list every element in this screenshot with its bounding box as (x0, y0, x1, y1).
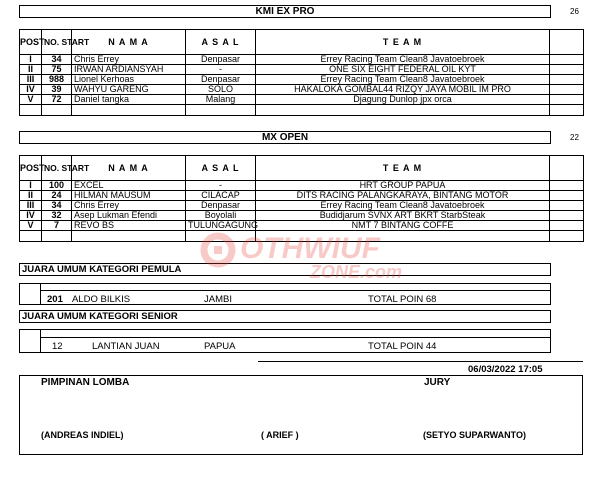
no-cell: 24 (42, 191, 72, 201)
extra-cell (550, 85, 584, 95)
pos-cell: I (20, 181, 42, 191)
pos-cell: V (20, 95, 42, 105)
no-cell: 39 (42, 85, 72, 95)
kmi-title: KMI EX PRO (19, 5, 551, 18)
table-row (20, 55, 584, 65)
nama-cell: EXCEL (72, 181, 186, 191)
watermark-text-main: OTHWIUF (240, 232, 380, 265)
nama-cell: Daniel tangka (72, 95, 186, 105)
pos-cell: III (20, 201, 42, 211)
extra-cell (550, 55, 584, 65)
asal-cell: - (186, 65, 256, 75)
team-cell: Djagung Dunlop jpx orca (256, 95, 550, 105)
extra-cell (550, 201, 584, 211)
senior-poin: TOTAL POIN 44 (368, 341, 437, 352)
extra-cell (550, 75, 584, 85)
pos-cell: V (20, 221, 42, 231)
asal-header: A S A L (186, 30, 256, 55)
table-row (20, 191, 584, 201)
senior-asal: PAPUA (204, 341, 236, 352)
table-row (20, 85, 584, 95)
timestamp-rule (258, 361, 583, 362)
pemula-asal: JAMBI (204, 294, 232, 305)
watermark-logo (200, 222, 415, 284)
timestamp: 06/03/2022 17:05 (468, 364, 543, 375)
no-cell: 34 (42, 55, 72, 65)
kmi-header-row (20, 30, 584, 55)
nama-cell: WAHYU GARENG (72, 85, 186, 95)
pos-header: POST (20, 30, 42, 55)
pos-cell: III (20, 75, 42, 85)
no-cell: 75 (42, 65, 72, 75)
jury1-name: ( ARIEF ) (261, 430, 299, 440)
asal-cell: TULUNGAGUNG (186, 221, 256, 231)
no-cell: 100 (42, 181, 72, 191)
pos-cell: IV (20, 211, 42, 221)
table-row (20, 65, 584, 75)
kmi-page-number: 26 (570, 7, 579, 16)
no-cell: 72 (42, 95, 72, 105)
pemula-divider (40, 283, 41, 305)
asal-header: A S A L (186, 156, 256, 181)
asal-cell: SOLO (186, 85, 256, 95)
senior-name: LANTIAN JUAN (92, 341, 160, 352)
pimpinan-name: (ANDREAS INDIEL) (41, 430, 124, 440)
no-cell: 34 (42, 201, 72, 211)
nama-cell: HILMAN MAUSUM (72, 191, 186, 201)
extra-cell (550, 65, 584, 75)
team-cell: HRT GROUP PAPUA (256, 181, 550, 191)
jury2-name: (SETYO SUPARWANTO) (423, 430, 527, 440)
nama-header: N A M A (72, 156, 186, 181)
nama-cell: Lionel Kerhoas (72, 75, 186, 85)
watermark-text-sub: ZONE.com (310, 262, 403, 282)
pemula-inner-line (40, 290, 551, 291)
table-row (20, 95, 584, 105)
no-start-header: NO. START (42, 156, 72, 181)
pimpinan-label: PIMPINAN LOMBA (41, 377, 130, 388)
pos-cell: II (20, 65, 42, 75)
kmi-results-table (19, 29, 584, 116)
team-header: T E A M (256, 156, 550, 181)
watermark-dot (214, 246, 222, 254)
asal-cell: - (186, 181, 256, 191)
team-cell: HAKALOKA GOMBAL44 RIZQY JAYA MOBIL IM PRO (256, 85, 550, 95)
table-row (20, 75, 584, 85)
extra-header (550, 30, 584, 55)
nama-cell: REVO BS (72, 221, 186, 231)
senior-inner-line (40, 337, 551, 338)
extra-cell (550, 221, 584, 231)
team-header: T E A M (256, 30, 550, 55)
team-cell: NMT 7 BINTANG COFFE (256, 221, 550, 231)
pos-cell: IV (20, 85, 42, 95)
pemula-name: ALDO BILKIS (72, 294, 131, 305)
no-cell: 988 (42, 75, 72, 85)
nama-cell: Chris Errey (72, 55, 186, 65)
extra-cell (550, 95, 584, 105)
asal-cell: Denpasar (186, 201, 256, 211)
senior-title: JUARA UMUM KATEGORI SENIOR (19, 310, 551, 323)
mx-header-row (20, 156, 584, 181)
no-start-header: NO. START (42, 30, 72, 55)
pos-cell: II (20, 191, 42, 201)
asal-cell: Boyolali (186, 211, 256, 221)
asal-cell: CILACAP (186, 191, 256, 201)
senior-number: 12 (52, 341, 63, 352)
pemula-number: 201 (47, 294, 63, 305)
extra-header (550, 156, 584, 181)
nama-header: N A M A (72, 30, 186, 55)
senior-divider (40, 329, 41, 353)
mx-page-number: 22 (570, 133, 579, 142)
table-row (20, 201, 584, 211)
team-cell: ONE SIX EIGHT FEDERAL OIL KYT (256, 65, 550, 75)
asal-cell: Denpasar (186, 75, 256, 85)
nama-cell: IRWAN ARDIANSYAH (72, 65, 186, 75)
team-cell: Budidjarum SVNX ART BKRT StarbSteak (256, 211, 550, 221)
pos-header: POST (20, 156, 42, 181)
no-cell: 7 (42, 221, 72, 231)
nama-cell: Asep Lukman Efendi (72, 211, 186, 221)
team-cell: Errey Racing Team Clean8 Javatoebroek (256, 201, 550, 211)
mx-title: MX OPEN (19, 131, 551, 144)
extra-cell (550, 191, 584, 201)
pemula-title: JUARA UMUM KATEGORI PEMULA (19, 263, 551, 276)
extra-cell (550, 181, 584, 191)
table-row (20, 181, 584, 191)
pos-cell: I (20, 55, 42, 65)
no-cell: 32 (42, 211, 72, 221)
asal-cell: Malang (186, 95, 256, 105)
blank-row (20, 105, 584, 116)
nama-cell: Chris Errey (72, 201, 186, 211)
pemula-poin: TOTAL POIN 68 (368, 294, 437, 305)
extra-cell (550, 211, 584, 221)
table-row (20, 211, 584, 221)
jury-label: JURY (424, 377, 451, 388)
asal-cell: Denpasar (186, 55, 256, 65)
team-cell: Errey Racing Team Clean8 Javatoebroek (256, 55, 550, 65)
team-cell: Errey Racing Team Clean8 Javatoebroek (256, 75, 550, 85)
team-cell: DITS RACING PALANGKARAYA, BINTANG MOTOR (256, 191, 550, 201)
